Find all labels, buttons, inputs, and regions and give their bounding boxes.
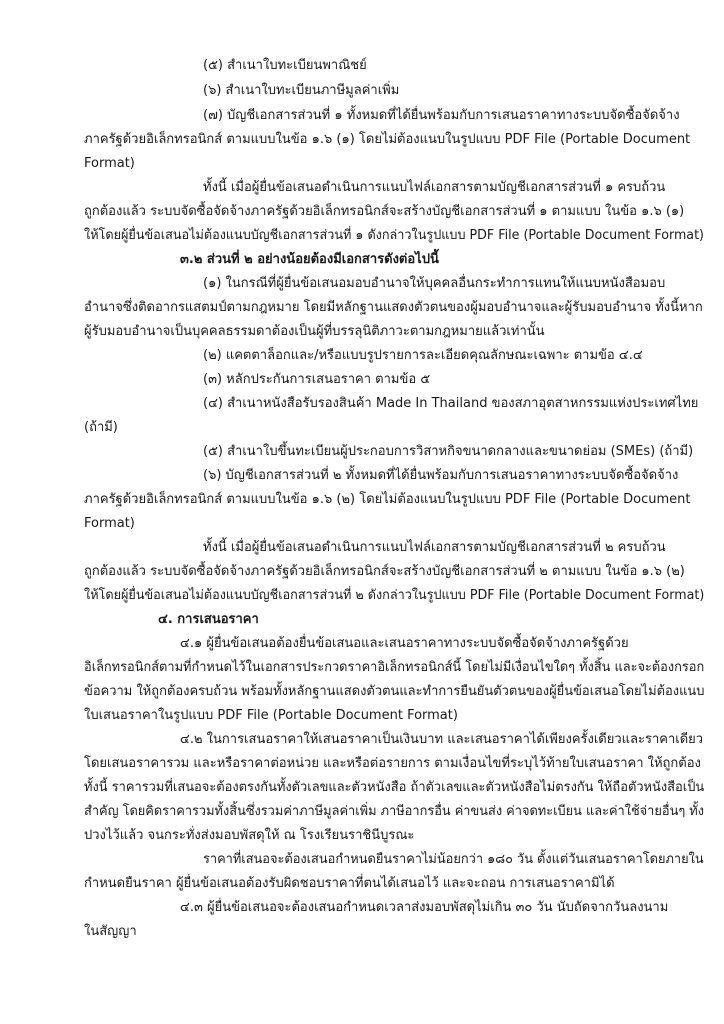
doc-line: ถูกต้องแล้ว ระบบจัดซื้อจัดจ้างภาครัฐด้วยอิเล็กทรอนิกส์จะสร้างบัญชีเอกสารส่วนที่ ๒ ตามแบบ ในข้อ ๑.๖ (๒) — [84, 564, 685, 579]
doc-line: ถูกต้องแล้ว ระบบจัดซื้อจัดจ้างภาครัฐด้วยอิเล็กทรอนิกส์จะสร้างบัญชีเอกสารส่วนที่ ๑ ตามแบบ ในข้อ ๑.๖ (๑) — [84, 204, 685, 219]
doc-line: ภาครัฐด้วยอิเล็กทรอนิกส์ ตามแบบในข้อ ๑.๖ (๑) โดยไม่ต้องแนบในรูปแบบ PDF File (Portable Document — [84, 132, 691, 147]
doc-line: ภาครัฐด้วยอิเล็กทรอนิกส์ ตามแบบในข้อ ๑.๖ (๒) โดยไม่ต้องแนบในรูปแบบ PDF File (Portable Document — [84, 492, 691, 507]
doc-line: สำคัญ โดยคิดราคารวมทั้งสิ้นซึ่งรวมค่าภาษีมูลค่าเพิ่ม ภาษีอากรอื่น ค่าขนส่ง ค่าจดทะเบียน และค่าใช้จ่ายอื่นๆ ทั้ง — [84, 804, 704, 819]
doc-line: ให้โดยผู้ยื่นข้อเสนอไม่ต้องแนบบัญชีเอกสารส่วนที่ ๑ ดังกล่าวในรูปแบบ PDF File (Portable Document Format) — [84, 228, 704, 243]
doc-line: ทั้งนี้ ราคารวมที่เสนอจะต้องตรงกันทั้งตัวเลขและตัวหนังสือ ถ้าตัวเลขและตัวหนังสือไม่ตรงกัน ให้ถือตัวหนังสือเป็น — [84, 780, 705, 795]
doc-line: (๓) หลักประกันการเสนอราคา ตามข้อ ๕ — [203, 372, 431, 387]
doc-line: ราคาที่เสนอจะต้องเสนอกำหนดยืนราคาไม่น้อยกว่า ๑๘๐ วัน ตั้งแต่วันเสนอราคาโดยภายใน — [203, 852, 704, 867]
doc-line: ๔.๓ ผู้ยื่นข้อเสนอจะต้องเสนอกำหนดเวลาส่งมอบพัสดุไม่เกิน ๓๐ วัน นับถัดจากวันลงนาม — [180, 900, 669, 915]
doc-line: ๔.๑ ผู้ยื่นข้อเสนอต้องยื่นข้อเสนอและเสนอราคาทางระบบจัดซื้อจัดจ้างภาครัฐด้วย — [180, 636, 629, 651]
section-heading: ๔. การเสนอราคา — [158, 612, 259, 627]
doc-line: (๗) บัญชีเอกสารส่วนที่ ๑ ทั้งหมดที่ได้ยื่นพร้อมกับการเสนอราคาทางระบบจัดซื้อจัดจ้าง — [203, 108, 680, 123]
doc-line: (๕) สำเนาใบขึ้นทะเบียนผู้ประกอบการวิสาหกิจขนาดกลางและขนาดย่อม (SMEs) (ถ้ามี) — [203, 444, 694, 459]
doc-line: ทั้งนี้ เมื่อผู้ยื่นข้อเสนอดำเนินการแนบไฟล์เอกสารตามบัญชีเอกสารส่วนที่ ๒ ครบถ้วน — [203, 540, 666, 555]
doc-line: อิเล็กทรอนิกส์ตามที่กำหนดไว้ในเอกสารประกวดราคาอิเล็กทรอนิกส์นี้ โดยไม่มีเงื่อนไขใดๆ ทั้งสิ้น และจะต้องกรอก — [84, 660, 705, 675]
doc-line: ปวงไว้แล้ว จนกระทั่งส่งมอบพัสดุให้ ณ โรงเรียนราชินีบูรณะ — [84, 828, 415, 843]
doc-line: Format) — [84, 516, 135, 531]
doc-line: ในสัญญา — [84, 924, 137, 939]
doc-line: อำนาจซึ่งติดอากรแสตมป์ตามกฎหมาย โดยมีหลักฐานแสดงตัวตนของผู้มอบอำนาจและผู้รับมอบอำนาจ ทั้งนี้หาก — [84, 300, 703, 315]
doc-line: กำหนดยืนราคา ผู้ยื่นข้อเสนอต้องรับผิดชอบราคาที่ตนได้เสนอไว้ และจะถอน การเสนอราคามิได้ — [84, 876, 615, 891]
section-heading: ๓.๒ ส่วนที่ ๒ อย่างน้อยต้องมีเอกสารดังต่อไปนี้ — [180, 252, 439, 267]
doc-line: (๖) สำเนาใบทะเบียนภาษีมูลค่าเพิ่ม — [203, 83, 400, 98]
doc-line: (๑) ในกรณีที่ผู้ยื่นข้อเสนอมอบอำนาจให้บุคคลอื่นกระทำการแทนให้แนบหนังสือมอบ — [203, 276, 666, 291]
doc-line: ทั้งนี้ เมื่อผู้ยื่นข้อเสนอดำเนินการแนบไฟล์เอกสารตามบัญชีเอกสารส่วนที่ ๑ ครบถ้วน — [203, 180, 666, 195]
doc-line: Format) — [84, 156, 135, 171]
doc-line: ให้โดยผู้ยื่นข้อเสนอไม่ต้องแนบบัญชีเอกสารส่วนที่ ๒ ดังกล่าวในรูปแบบ PDF File (Portable Document Format) — [84, 588, 705, 603]
doc-line: (๕) สำเนาใบทะเบียนพาณิชย์ — [203, 58, 367, 73]
doc-line: ข้อความ ให้ถูกต้องครบถ้วน พร้อมทั้งหลักฐานแสดงตัวตนและทำการยืนยันตัวตนของผู้ยื่นข้อเสนอโดยไม่ต้องแนบ — [84, 684, 705, 699]
doc-line: (๖) บัญชีเอกสารส่วนที่ ๒ ทั้งหมดที่ได้ยื่นพร้อมกับการเสนอราคาทางระบบจัดซื้อจัดจ้าง — [203, 468, 679, 483]
doc-line: (ถ้ามี) — [84, 420, 118, 435]
doc-line: (๒) แคตตาล็อกและ/หรือแบบรูปรายการละเอียดคุณลักษณะเฉพาะ ตามข้อ ๔.๔ — [203, 348, 643, 363]
doc-line: ๔.๒ ในการเสนอราคาให้เสนอราคาเป็นเงินบาท และเสนอราคาได้เพียงครั้งเดียวและราคาเดียว — [180, 732, 704, 747]
doc-line: ใบเสนอราคาในรูปแบบ PDF File (Portable Document Format) — [84, 708, 458, 723]
doc-line: โดยเสนอราคารวม และหรือราคาต่อหน่วย และหรือต่อรายการ ตามเงื่อนไขที่ระบุไว้ท้ายใบเสนอราคา ให้ถูกต้อง — [84, 756, 701, 771]
doc-line: (๔) สำเนาหนังสือรับรองสินค้า Made In Thailand ของสภาอุตสาหกรรมแห่งประเทศไทย — [203, 396, 699, 411]
doc-line: ผู้รับมอบอำนาจเป็นบุคคลธรรมดาต้องเป็นผู้ที่บรรลุนิติภาวะตามกฎหมายแล้วเท่านั้น — [84, 324, 545, 339]
